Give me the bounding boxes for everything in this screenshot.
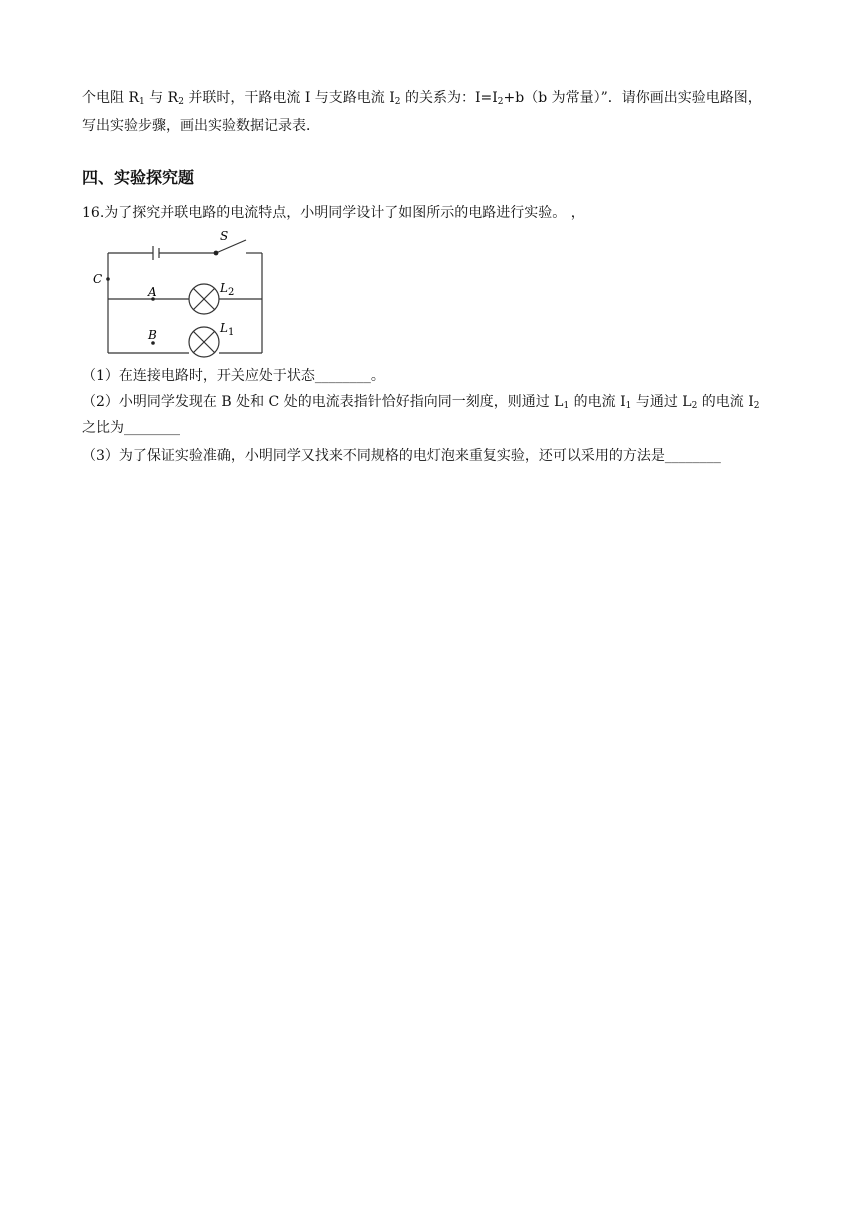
part-2-text: （2）小明同学发现在 B 处和 C 处的电流表指针恰好指向同一刻度，则通过 L <box>82 394 564 410</box>
intro-text: 的关系为：I=I <box>400 90 498 106</box>
subscript: 2 <box>691 401 698 411</box>
label-a: A <box>148 285 157 299</box>
intro-text: 与 R <box>144 90 179 106</box>
question-16-part-3: （3）为了保证实验准确，小明同学又找来不同规格的电灯泡来重复实验，还可以采用的方法是________ <box>82 448 721 464</box>
part-2-text: 的电流 I <box>569 394 626 410</box>
part-2-text: 与通过 L <box>631 394 692 410</box>
question-16-stem: 16.为了探究并联电路的电流特点，小明同学设计了如图所示的电路进行实验。 ， <box>82 205 585 221</box>
subscript: 2 <box>178 97 184 107</box>
label-l1: $L_1$ <box>220 321 235 338</box>
subscript: 2 <box>753 401 760 411</box>
subscript: 2 <box>497 97 504 107</box>
section-heading: 四、实验探究题 <box>82 168 195 187</box>
question-16-part-2-continued: 之比为________ <box>82 420 180 436</box>
part-2-text: 的电流 I <box>697 394 754 410</box>
subscript: 1 <box>563 401 570 411</box>
intro-text: 并联时，干路电流 I 与支路电流 I <box>183 90 395 106</box>
subscript: 1 <box>625 401 632 411</box>
intro-text: 个电阻 R <box>82 90 139 106</box>
circuit-diagram <box>88 226 272 358</box>
switch-pivot <box>214 251 219 256</box>
label-b: B <box>148 328 157 342</box>
intro-line-1 <box>82 88 762 112</box>
question-16-part-2 <box>82 392 759 416</box>
subscript: 1 <box>139 97 145 107</box>
label-c: C <box>93 272 103 286</box>
node-c <box>106 277 110 281</box>
intro-text: +b（b 为常量）”．请你画出实验电路图， <box>503 90 762 106</box>
subscript: 2 <box>394 97 401 107</box>
label-s: S <box>220 229 229 243</box>
question-16-part-1: （1）在连接电路时，开关应处于状态________。 <box>82 368 385 384</box>
intro-line-2: 写出实验步骤，画出实验数据记录表． <box>82 118 320 134</box>
label-l2: $L_2$ <box>220 281 235 298</box>
